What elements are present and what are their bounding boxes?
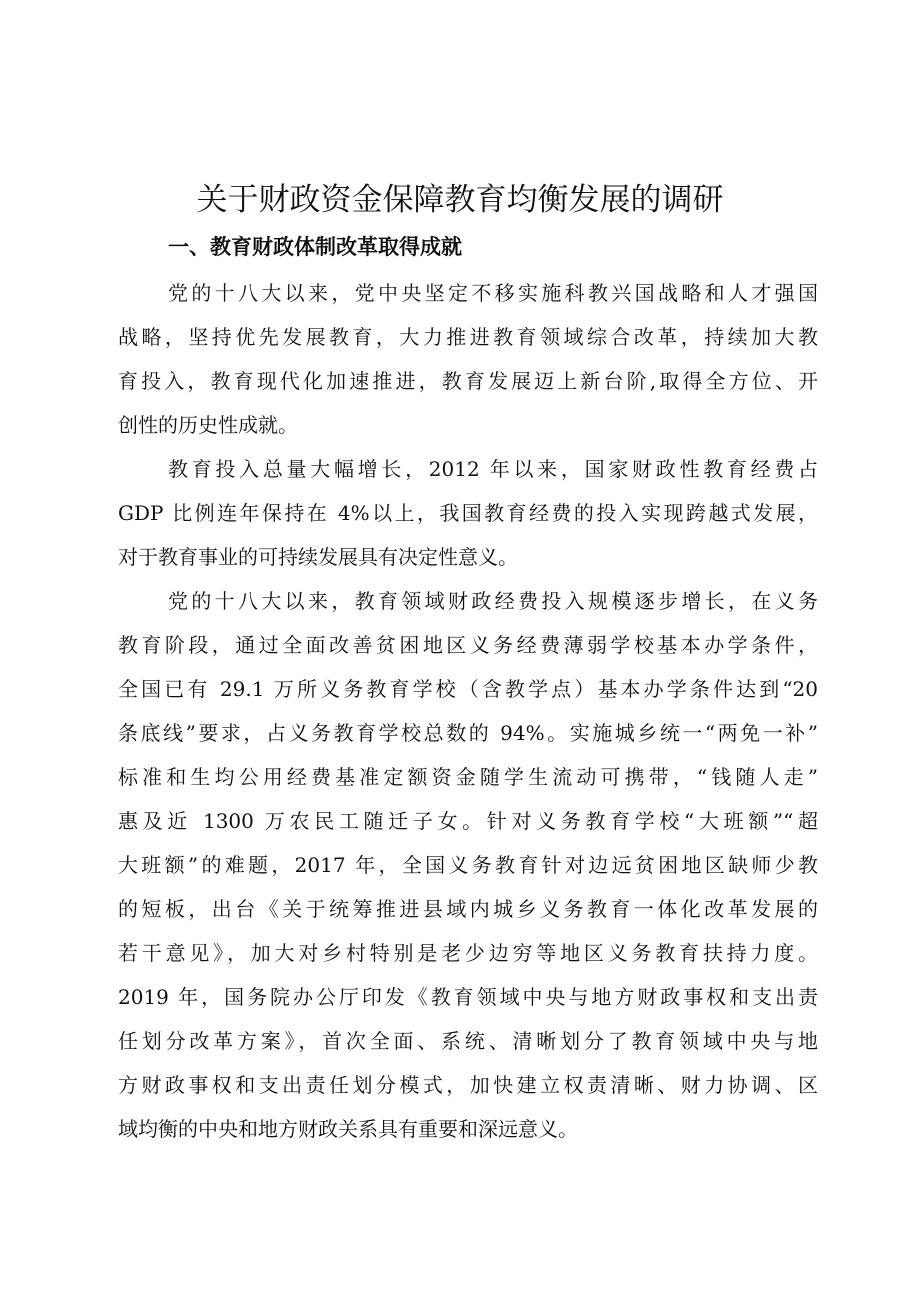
text-line: 若干意见》，加大对乡村特别是老少边穷等地区义务教育扶持力度。 bbox=[118, 941, 818, 965]
text-line: 育投入，教育现代化加速推进，教育发展迈上新台阶,取得全方位、开 bbox=[118, 369, 818, 393]
text-line: GDP 比例连年保持在 4%以上，我国教育经费的投入实现跨越式发展， bbox=[118, 501, 818, 525]
text-line: 标准和生均公用经费基准定额资金随学生流动可携带，“钱随人走” bbox=[118, 765, 818, 789]
text-line: 2019 年，国务院办公厅印发《教育领域中央与地方财政事权和支出责 bbox=[118, 985, 818, 1009]
text-line: 惠及近 1300 万农民工随迁子女。针对义务教育学校“大班额”“超 bbox=[118, 809, 818, 833]
text-line: 对于教育事业的可持续发展具有决定性意义。 bbox=[118, 545, 518, 569]
section-heading: 一、教育财政体制改革取得成就 bbox=[168, 235, 462, 259]
text-line: 全国已有 29.1 万所义务教育学校（含教学点）基本办学条件达到“20 bbox=[118, 677, 818, 701]
text-line: 任划分改革方案》，首次全面、系统、清晰划分了教育领域中央与地 bbox=[118, 1029, 818, 1053]
text-line: 党的十八大以来，教育领域财政经费投入规模逐步增长，在义务 bbox=[168, 589, 818, 613]
text-line: 的短板，出台《关于统筹推进县域内城乡义务教育一体化改革发展的 bbox=[118, 897, 818, 921]
text-line: 条底线”要求，占义务教育学校总数的 94%。实施城乡统一“两免一补” bbox=[118, 721, 818, 745]
text-line: 域均衡的中央和地方财政关系具有重要和深远意义。 bbox=[118, 1117, 578, 1141]
text-line: 方财政事权和支出责任划分模式，加快建立权责清晰、财力协调、区 bbox=[118, 1073, 818, 1097]
document-title: 关于财政资金保障教育均衡发展的调研 bbox=[196, 182, 724, 218]
text-line: 大班额”的难题，2017 年，全国义务教育针对边远贫困地区缺师少教 bbox=[118, 853, 818, 877]
text-line: 战略，坚持优先发展教育，大力推进教育领域综合改革，持续加大教 bbox=[118, 325, 818, 349]
text-line: 创性的历史性成就。 bbox=[118, 413, 298, 437]
text-line: 教育投入总量大幅增长，2012 年以来，国家财政性教育经费占 bbox=[168, 457, 818, 481]
text-line: 教育阶段，通过全面改善贫困地区义务经费薄弱学校基本办学条件， bbox=[118, 633, 818, 657]
text-line: 党的十八大以来，党中央坚定不移实施科教兴国战略和人才强国 bbox=[168, 281, 818, 305]
